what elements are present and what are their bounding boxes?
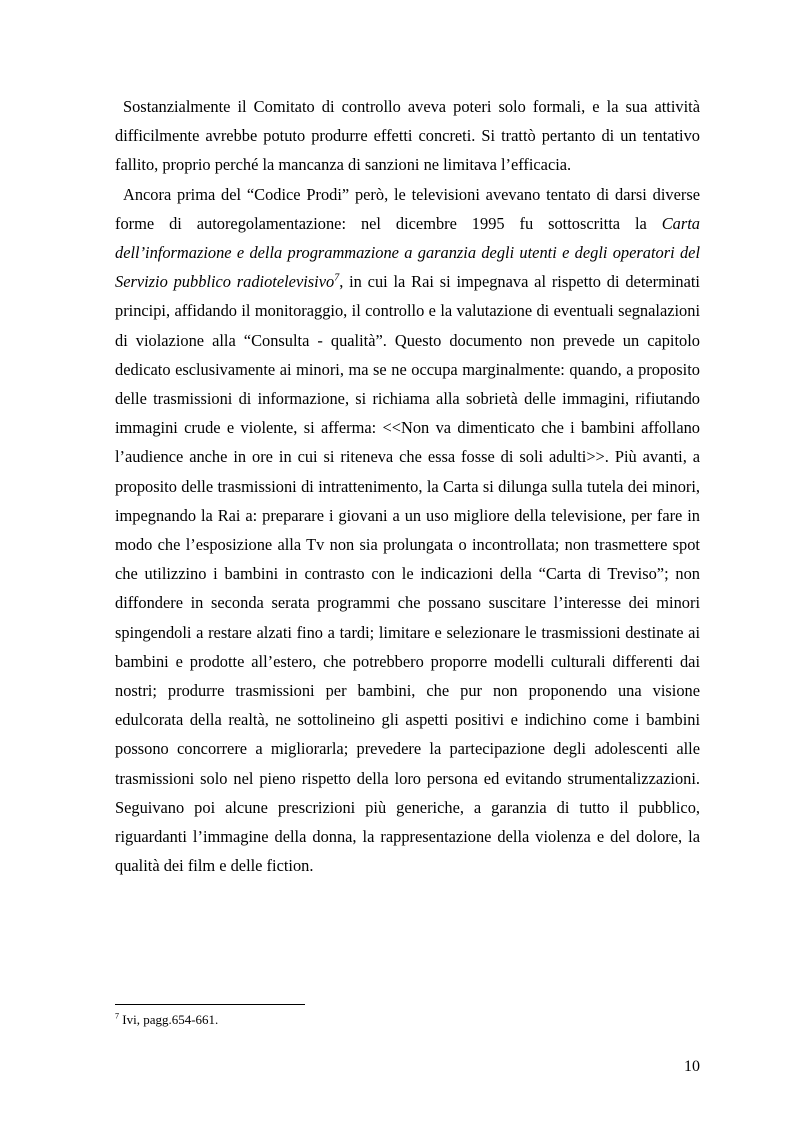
page-number: 10 xyxy=(684,1058,700,1075)
footnote-divider xyxy=(115,1004,305,1005)
carta-title: Carta dell’informazione e della programmazione a garanzia degli utenti e degli operatori del Servizio pubblico radiotelevisivo xyxy=(115,213,700,292)
footnote-text: Ivi, pagg.654-661. xyxy=(119,1012,219,1027)
body-text xyxy=(115,92,700,880)
paragraph-carta-body: , in cui la Rai si impegnava al rispetto di determinati principi, affidando il monitoraggio, il controllo e la valutazione di eventuali segnalazioni di violazione alla “Consulta - qualità”. Questo documento non prevede un capitolo dedicato esclusivamente ai minori, ma se ne occupa marginalmente: quando, a proposito delle trasmissioni di informazione, si richiama alla sobrietà delle immagini, rifiutando immagini crude e violente, si afferma: <<Non va dimenticato che i bambini affollano l’audience anche in ore in cui si riteneva che essa fosse di soli adulti>>. Più avanti, a proposito delle trasmissioni di intrattenimento, la Carta si dilunga sulla tutela dei minori, impegnando la Rai a: preparare i giovani a un uso migliore della televisione, per fare in modo che l’esposizione alla Tv non sia prolungata o incontrollata; non trasmettere spot che utilizzino i bambini in contrasto con le indicazioni della “Carta di Treviso”; non diffondere in seconda serata programmi che possano suscitare l’interesse dei minori spingendoli a restare alzati fino a tardi; limitare e selezionare le trasmissioni destinate ai bambini e prodotte all’estero, che potrebbero proporre modelli culturali differenti dai nostri; produrre trasmissioni per bambini, che pur non proponendo una visione edulcorata della realtà, ne sottolineino gli aspetti positivi e indichino come i bambini possono concorrere a migliorarla; prevedere la partecipazione degli adolescenti alle trasmissioni solo nel pieno rispetto della loro persona ed evitando strumentalizzazioni. Seguivano poi alcune prescrizioni più generiche, a garanzia di tutto il pubblico, riguardanti l’immagine della donna, la rappresentazione della violenza e del dolore, la qualità dei film e delle fiction. xyxy=(115,272,700,876)
paragraph-carta-intro: Ancora prima del “Codice Prodi” però, le televisioni avevano tentato di darsi diverse forme di autoregolamentazione: nel dicembre 1995 fu sottoscritta la xyxy=(115,184,700,233)
footnote-number: 7 xyxy=(115,1011,119,1021)
footnote xyxy=(115,1012,218,1028)
paragraph-carta xyxy=(115,180,700,881)
paragraph-comitato-text: Sostanzialmente il Comitato di controllo aveva poteri solo formali, e la sua attività difficilmente avrebbe potuto produrre effetti concreti. Si trattò pertanto di un tentativo fallito, proprio perché la mancanza di sanzioni ne limitava l’efficacia. xyxy=(115,97,700,175)
paragraph-comitato xyxy=(115,92,700,180)
footnote-reference[interactable]: 7 xyxy=(334,272,340,284)
